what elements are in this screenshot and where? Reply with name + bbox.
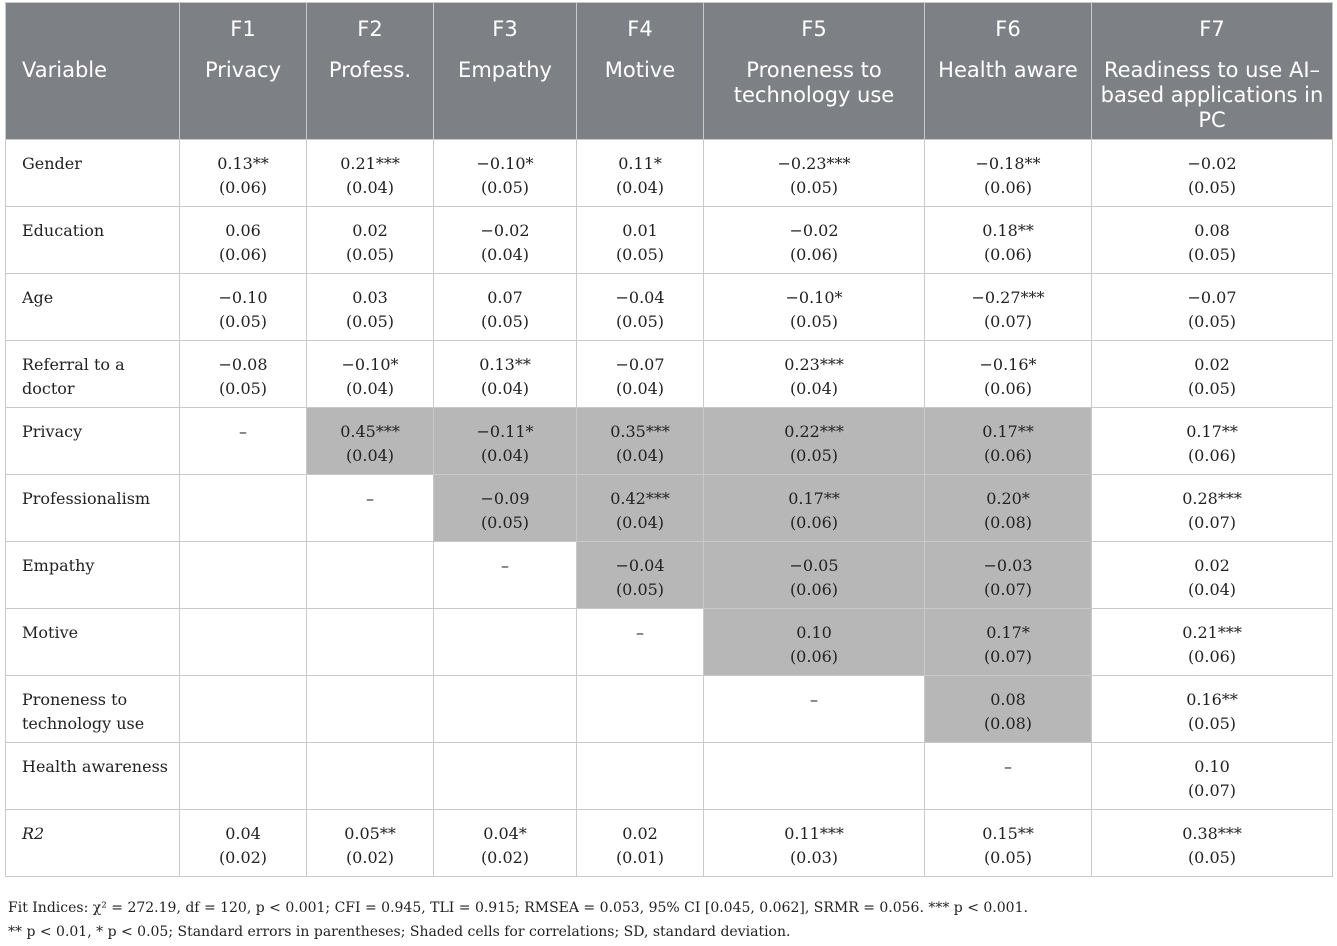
cell-standard-error: (0.05) xyxy=(1187,714,1237,733)
header-col-f2 xyxy=(307,3,434,140)
cell-standard-error: (0.06) xyxy=(789,580,839,599)
table-cell xyxy=(180,140,307,207)
cell-standard-error: (0.02) xyxy=(218,848,268,867)
cell-standard-error: (0.06) xyxy=(1187,647,1237,666)
table-cell xyxy=(577,408,704,475)
table-cell xyxy=(1092,140,1333,207)
cell-standard-error: (0.07) xyxy=(983,647,1033,666)
table-row xyxy=(6,542,1333,609)
header-variable-label: Variable xyxy=(22,58,108,82)
table-cell xyxy=(434,542,577,609)
cell-standard-error: (0.05) xyxy=(789,446,839,465)
table-cell xyxy=(434,274,577,341)
cell-value: −0.10* xyxy=(785,288,843,307)
cell-standard-error: (0.05) xyxy=(480,178,530,197)
table-cell xyxy=(307,207,434,274)
row-label: Education xyxy=(6,207,180,274)
table-cell xyxy=(307,274,434,341)
header-variable xyxy=(6,3,180,140)
table-cell xyxy=(434,207,577,274)
table-cell xyxy=(925,743,1092,810)
cell-value: – xyxy=(636,623,644,642)
table-cell xyxy=(434,408,577,475)
cell-value: 0.17** xyxy=(982,422,1034,441)
table-cell xyxy=(1092,542,1333,609)
table-cell xyxy=(180,609,307,676)
cell-standard-error: (0.07) xyxy=(983,580,1033,599)
cell-standard-error: (0.05) xyxy=(218,379,268,398)
header-col-f1 xyxy=(180,3,307,140)
header-code: F1 xyxy=(230,17,256,41)
cell-standard-error: (0.04) xyxy=(1187,580,1237,599)
cell-value: 0.03 xyxy=(352,288,388,307)
note-fit-indices: Fit Indices: χ² = 272.19, df = 120, p < 0.001; CFI = 0.945, TLI = 0.915; RMSEA = 0.053, 95% CI [0.045, 0.062], SRMR = 0.056. *** p < 0.001. xyxy=(8,900,1028,916)
row-label: Proneness to technology use xyxy=(6,676,180,743)
table-cell xyxy=(434,810,577,877)
cell-value: 0.21*** xyxy=(1182,623,1242,642)
table-cell xyxy=(925,810,1092,877)
cell-value: −0.03 xyxy=(983,556,1033,575)
cell-value: −0.11* xyxy=(476,422,534,441)
table-cell xyxy=(307,140,434,207)
cell-standard-error: (0.07) xyxy=(983,312,1033,331)
cell-value: 0.10 xyxy=(1194,757,1230,776)
cell-standard-error: (0.05) xyxy=(615,312,665,331)
table-cell xyxy=(704,475,925,542)
cell-standard-error: (0.06) xyxy=(218,245,268,264)
table-cell xyxy=(307,341,434,408)
cell-value: 0.04* xyxy=(483,824,527,843)
cell-standard-error: (0.01) xyxy=(615,848,665,867)
cell-value: −0.23*** xyxy=(777,154,851,173)
cell-value: 0.28*** xyxy=(1182,489,1242,508)
table-cell xyxy=(1092,341,1333,408)
cell-standard-error: (0.05) xyxy=(345,245,395,264)
table-cell xyxy=(577,207,704,274)
table-cell xyxy=(434,609,577,676)
cell-standard-error: (0.06) xyxy=(983,446,1033,465)
cell-value: – xyxy=(239,422,247,441)
cell-standard-error: (0.05) xyxy=(789,312,839,331)
table-cell xyxy=(1092,609,1333,676)
table-cell xyxy=(307,542,434,609)
header-col-f6 xyxy=(925,3,1092,140)
table-cell xyxy=(180,475,307,542)
cell-standard-error: (0.07) xyxy=(1187,781,1237,800)
cell-standard-error: (0.04) xyxy=(480,379,530,398)
header-label: Health aware xyxy=(938,58,1078,82)
table-cell xyxy=(704,341,925,408)
cell-value: – xyxy=(366,489,374,508)
header-code: F2 xyxy=(357,17,383,41)
cell-value: 0.11* xyxy=(618,154,662,173)
table-row xyxy=(6,676,1333,743)
cell-value: 0.18** xyxy=(982,221,1034,240)
table-cell xyxy=(1092,408,1333,475)
cell-value: 0.02 xyxy=(1194,556,1230,575)
cell-value: 0.38*** xyxy=(1182,824,1242,843)
table-cell xyxy=(180,207,307,274)
table-cell xyxy=(704,207,925,274)
table-cell xyxy=(577,676,704,743)
cell-value: 0.02 xyxy=(622,824,658,843)
header-col-f5 xyxy=(704,3,925,140)
table-row xyxy=(6,609,1333,676)
cell-value: 0.15** xyxy=(982,824,1034,843)
cell-value: 0.13** xyxy=(217,154,269,173)
cell-value: −0.04 xyxy=(615,288,665,307)
cell-value: – xyxy=(501,556,509,575)
table-cell xyxy=(704,810,925,877)
cell-standard-error: (0.05) xyxy=(1187,312,1237,331)
table-cell xyxy=(704,140,925,207)
table-cell xyxy=(434,743,577,810)
table-cell xyxy=(925,207,1092,274)
table-cell xyxy=(180,341,307,408)
cell-value: 0.17** xyxy=(1186,422,1238,441)
cell-value: −0.07 xyxy=(615,355,665,374)
table-cell xyxy=(180,743,307,810)
cell-value: −0.10* xyxy=(341,355,399,374)
table-row xyxy=(6,274,1333,341)
cell-value: 0.01 xyxy=(622,221,658,240)
table-cell xyxy=(577,542,704,609)
cell-standard-error: (0.05) xyxy=(1187,379,1237,398)
table-cell xyxy=(925,341,1092,408)
cell-value: −0.05 xyxy=(789,556,839,575)
table-cell xyxy=(434,140,577,207)
cell-value: −0.02 xyxy=(1187,154,1237,173)
cell-standard-error: (0.04) xyxy=(480,245,530,264)
header-col-f7 xyxy=(1092,3,1333,140)
row-label: Gender xyxy=(6,140,180,207)
cell-value: 0.35*** xyxy=(610,422,670,441)
table-notes xyxy=(8,896,1328,944)
table-cell xyxy=(704,542,925,609)
cell-value: 0.02 xyxy=(352,221,388,240)
cell-standard-error: (0.03) xyxy=(789,848,839,867)
table-cell xyxy=(577,475,704,542)
cell-standard-error: (0.05) xyxy=(480,513,530,532)
cell-standard-error: (0.04) xyxy=(615,178,665,197)
header-col-f3 xyxy=(434,3,577,140)
row-label: Professionalism xyxy=(6,475,180,542)
cell-standard-error: (0.06) xyxy=(1187,446,1237,465)
cell-standard-error: (0.06) xyxy=(983,178,1033,197)
cell-value: – xyxy=(1004,757,1012,776)
results-table xyxy=(5,2,1333,877)
header-label: Privacy xyxy=(204,58,282,82)
table-cell xyxy=(180,542,307,609)
cell-standard-error: (0.06) xyxy=(983,245,1033,264)
cell-standard-error: (0.04) xyxy=(615,513,665,532)
cell-standard-error: (0.05) xyxy=(1187,848,1237,867)
cell-standard-error: (0.06) xyxy=(789,513,839,532)
header-code: F3 xyxy=(492,17,518,41)
table-cell xyxy=(577,274,704,341)
table-cell xyxy=(925,609,1092,676)
table-cell xyxy=(434,341,577,408)
table-cell xyxy=(307,609,434,676)
cell-standard-error: (0.04) xyxy=(345,446,395,465)
cell-standard-error: (0.02) xyxy=(345,848,395,867)
header-col-f4 xyxy=(577,3,704,140)
cell-value: 0.42*** xyxy=(610,489,670,508)
table-cell xyxy=(704,609,925,676)
cell-value: 0.13** xyxy=(479,355,531,374)
cell-standard-error: (0.05) xyxy=(345,312,395,331)
cell-standard-error: (0.06) xyxy=(218,178,268,197)
cell-value: 0.16** xyxy=(1186,690,1238,709)
table-row xyxy=(6,475,1333,542)
cell-standard-error: (0.04) xyxy=(345,178,395,197)
cell-standard-error: (0.05) xyxy=(789,178,839,197)
cell-standard-error: (0.05) xyxy=(218,312,268,331)
header-row xyxy=(6,3,1333,140)
table-cell xyxy=(704,274,925,341)
cell-value: −0.10 xyxy=(218,288,268,307)
table-cell xyxy=(1092,743,1333,810)
table-row xyxy=(6,140,1333,207)
table-row xyxy=(6,207,1333,274)
table-cell xyxy=(307,743,434,810)
table-cell xyxy=(925,475,1092,542)
table-row xyxy=(6,743,1333,810)
cell-standard-error: (0.05) xyxy=(1187,245,1237,264)
row-label: Age xyxy=(6,274,180,341)
table-cell xyxy=(434,475,577,542)
table-cell xyxy=(1092,676,1333,743)
cell-standard-error: (0.07) xyxy=(1187,513,1237,532)
cell-value: 0.10 xyxy=(796,623,832,642)
table-row xyxy=(6,341,1333,408)
cell-value: 0.21*** xyxy=(340,154,400,173)
table-cell xyxy=(1092,475,1333,542)
cell-value: −0.02 xyxy=(480,221,530,240)
header-code: F7 xyxy=(1199,17,1225,41)
table-cell xyxy=(180,676,307,743)
header-label: Proneness to technology use xyxy=(733,58,895,107)
cell-value: 0.45*** xyxy=(340,422,400,441)
table-cell xyxy=(577,810,704,877)
table-cell xyxy=(1092,207,1333,274)
row-label: Motive xyxy=(6,609,180,676)
header-code: F5 xyxy=(801,17,827,41)
cell-standard-error: (0.04) xyxy=(615,379,665,398)
header-code: F4 xyxy=(627,17,653,41)
table-cell xyxy=(577,341,704,408)
cell-standard-error: (0.05) xyxy=(480,312,530,331)
row-label: R2 xyxy=(6,810,180,877)
cell-standard-error: (0.04) xyxy=(615,446,665,465)
header-label: Empathy xyxy=(458,58,552,82)
table-cell xyxy=(925,542,1092,609)
cell-standard-error: (0.04) xyxy=(789,379,839,398)
cell-value: −0.02 xyxy=(789,221,839,240)
table-cell xyxy=(180,274,307,341)
cell-value: 0.17* xyxy=(986,623,1030,642)
cell-value: 0.04 xyxy=(225,824,261,843)
table-cell xyxy=(307,408,434,475)
cell-standard-error: (0.06) xyxy=(983,379,1033,398)
cell-standard-error: (0.04) xyxy=(345,379,395,398)
note-significance: ** p < 0.01, * p < 0.05; Standard errors in parentheses; Shaded cells for correlations; SD, standard deviation. xyxy=(8,924,791,940)
cell-value: 0.08 xyxy=(1194,221,1230,240)
table-cell xyxy=(1092,274,1333,341)
cell-standard-error: (0.05) xyxy=(1187,178,1237,197)
cell-standard-error: (0.08) xyxy=(983,714,1033,733)
table-cell xyxy=(434,676,577,743)
header-code: F6 xyxy=(995,17,1021,41)
cell-standard-error: (0.08) xyxy=(983,513,1033,532)
cell-standard-error: (0.05) xyxy=(615,580,665,599)
table-cell xyxy=(925,676,1092,743)
cell-value: 0.23*** xyxy=(784,355,844,374)
cell-value: 0.11*** xyxy=(784,824,844,843)
cell-value: 0.05** xyxy=(344,824,396,843)
table-cell xyxy=(577,609,704,676)
table-row xyxy=(6,810,1333,877)
table-cell xyxy=(1092,810,1333,877)
row-label: Referral to a doctor xyxy=(6,341,180,408)
header-label: Readiness to use AI–based applications in PC xyxy=(1100,58,1324,132)
header-label: Profess. xyxy=(328,58,412,82)
cell-value: −0.08 xyxy=(218,355,268,374)
cell-value: 0.20* xyxy=(986,489,1030,508)
row-label: Privacy xyxy=(6,408,180,475)
table-cell xyxy=(307,810,434,877)
cell-value: −0.04 xyxy=(615,556,665,575)
row-label: Health awareness xyxy=(6,743,180,810)
table-row xyxy=(6,408,1333,475)
cell-standard-error: (0.06) xyxy=(789,647,839,666)
cell-value: 0.02 xyxy=(1194,355,1230,374)
table-cell xyxy=(925,140,1092,207)
table-cell xyxy=(180,810,307,877)
table-cell xyxy=(180,408,307,475)
row-label: Empathy xyxy=(6,542,180,609)
cell-value: −0.27*** xyxy=(971,288,1045,307)
cell-value: −0.18** xyxy=(975,154,1041,173)
cell-value: 0.06 xyxy=(225,221,261,240)
table-cell xyxy=(704,676,925,743)
table-cell xyxy=(577,140,704,207)
cell-value: 0.07 xyxy=(487,288,523,307)
table-cell xyxy=(577,743,704,810)
cell-standard-error: (0.05) xyxy=(983,848,1033,867)
table-cell xyxy=(704,743,925,810)
table-header xyxy=(6,3,1333,140)
cell-value: – xyxy=(810,690,818,709)
cell-standard-error: (0.02) xyxy=(480,848,530,867)
cell-value: 0.17** xyxy=(788,489,840,508)
cell-value: −0.10* xyxy=(476,154,534,173)
cell-value: −0.16* xyxy=(979,355,1037,374)
cell-value: 0.08 xyxy=(990,690,1026,709)
cell-value: −0.09 xyxy=(480,489,530,508)
cell-standard-error: (0.04) xyxy=(480,446,530,465)
table-body xyxy=(6,140,1333,877)
cell-standard-error: (0.06) xyxy=(789,245,839,264)
table-cell xyxy=(307,676,434,743)
table-cell xyxy=(307,475,434,542)
header-label: Motive xyxy=(604,58,676,82)
table-cell xyxy=(925,408,1092,475)
cell-value: 0.22*** xyxy=(784,422,844,441)
table-cell xyxy=(704,408,925,475)
cell-value: −0.07 xyxy=(1187,288,1237,307)
table-cell xyxy=(925,274,1092,341)
cell-standard-error: (0.05) xyxy=(615,245,665,264)
